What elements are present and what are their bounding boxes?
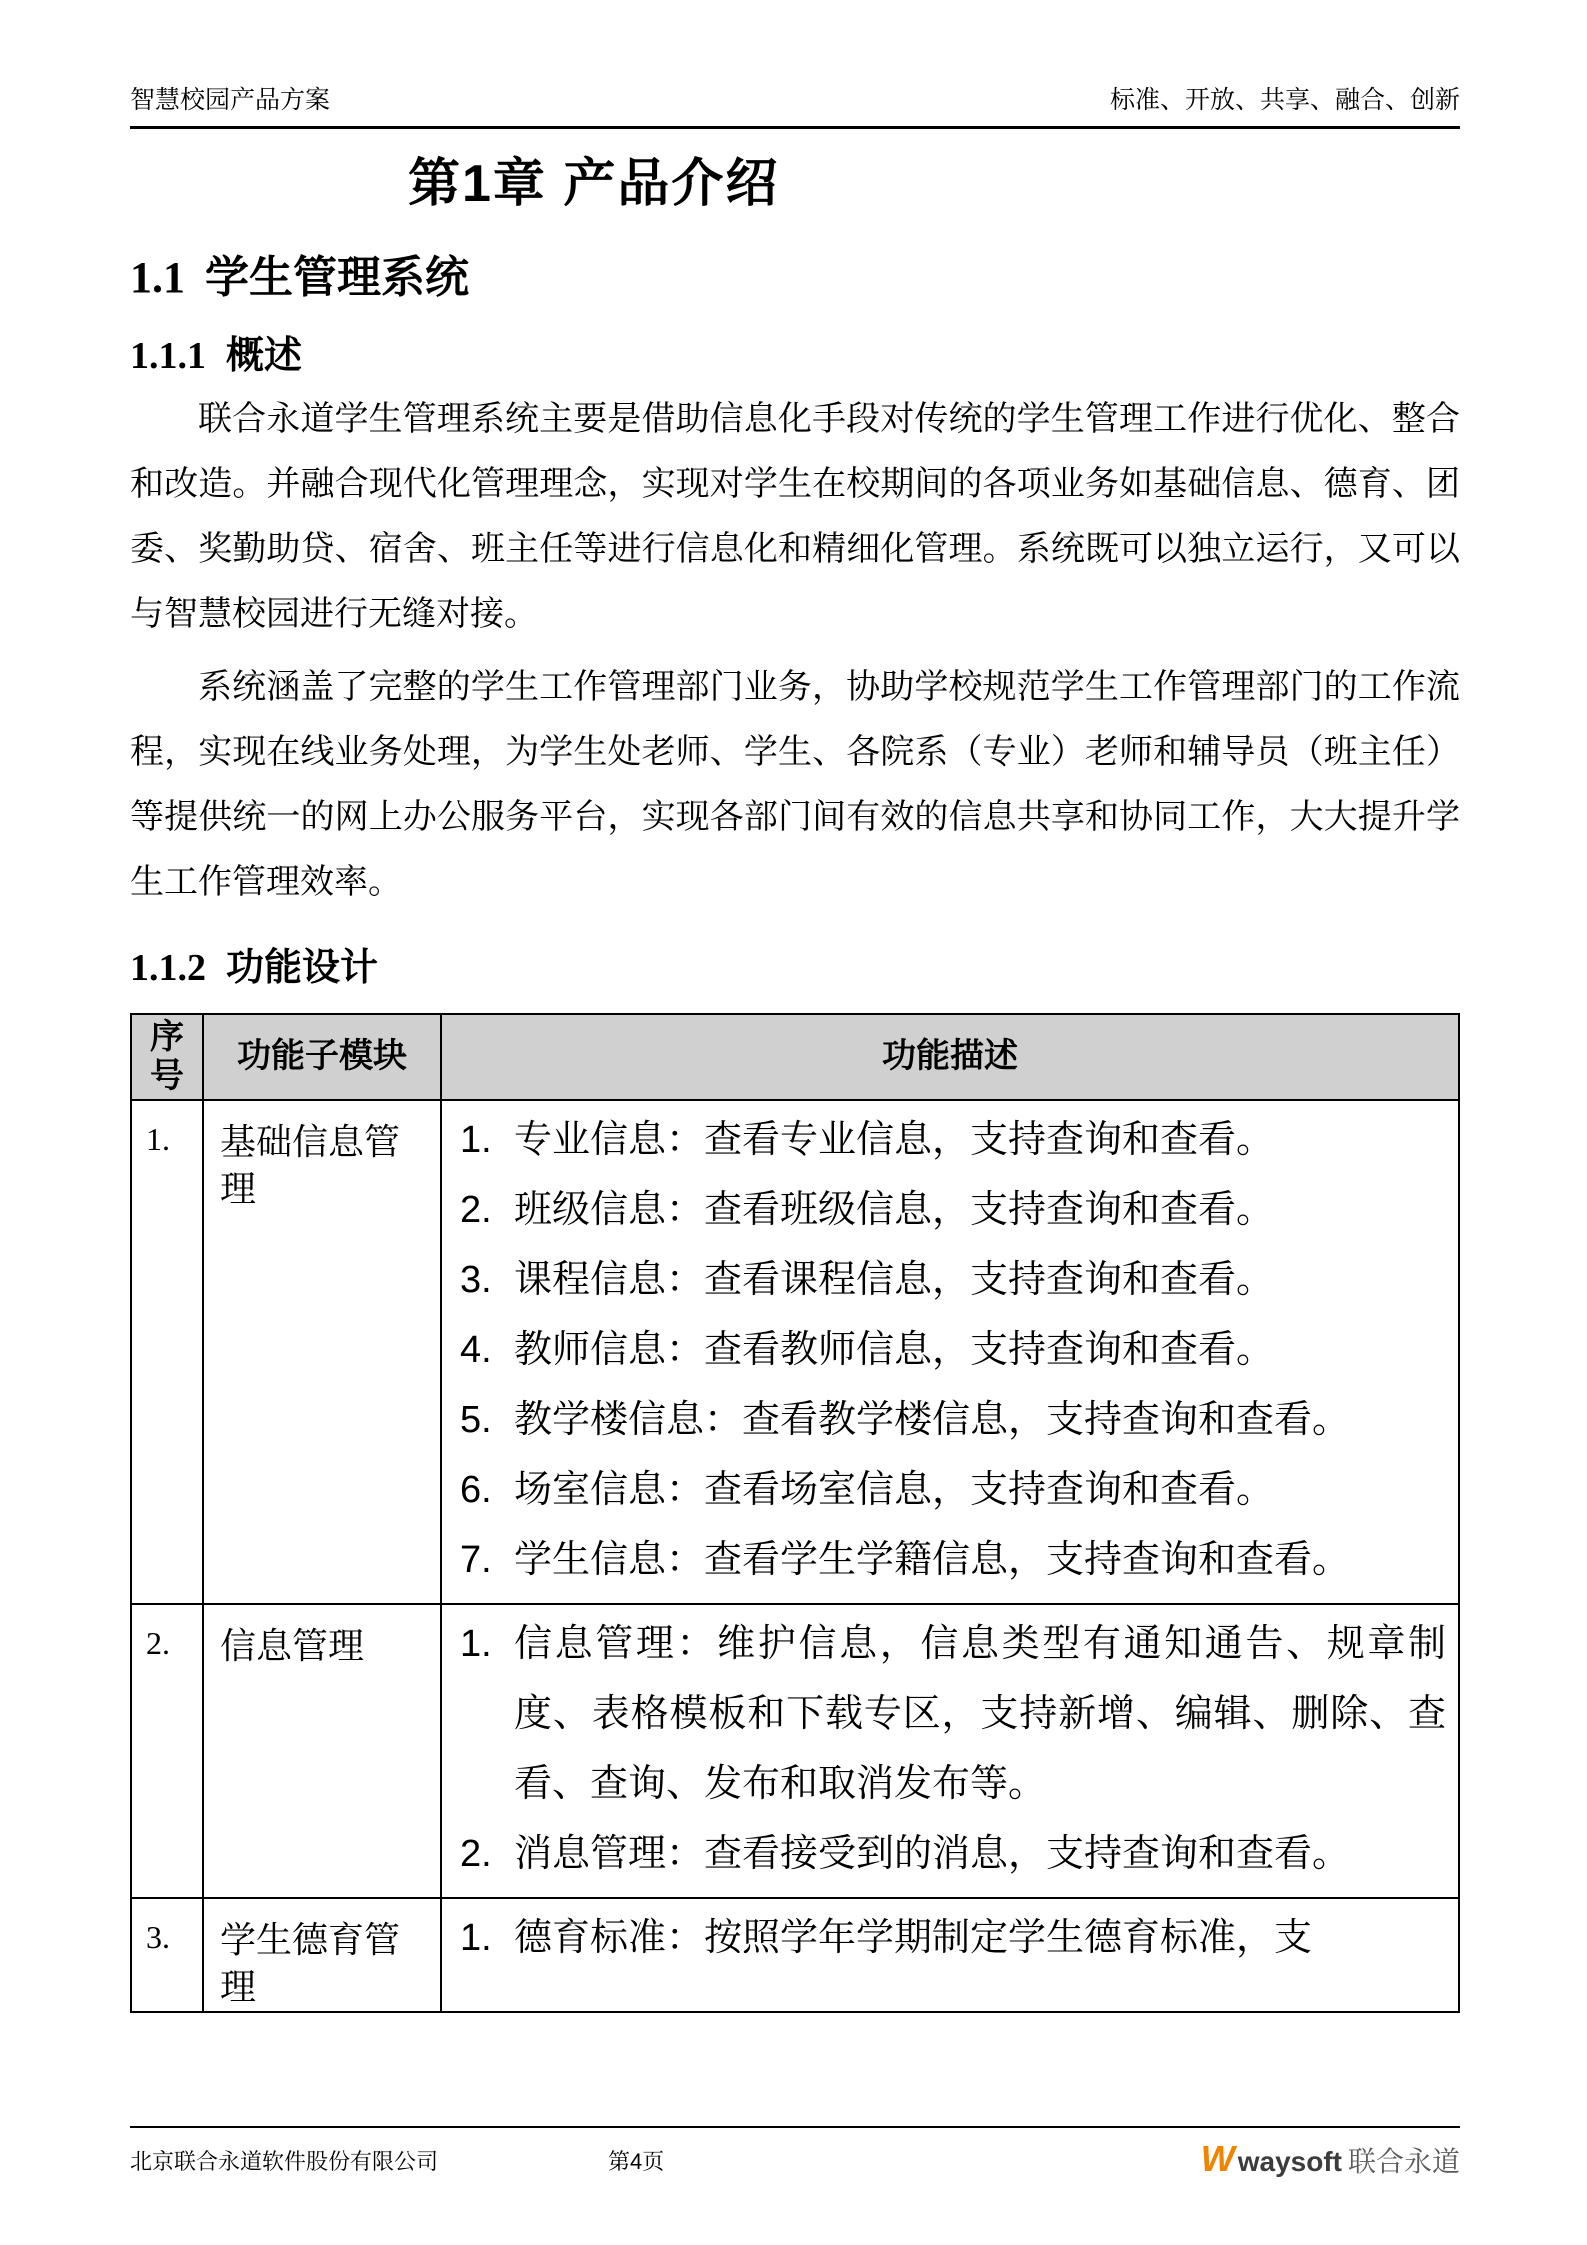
column-header-index: 序号 bbox=[131, 1014, 203, 1100]
item-text: 消息管理：查看接受到的消息，支持查询和查看。 bbox=[514, 1832, 1351, 1875]
item-number: 5. bbox=[460, 1398, 492, 1441]
table-row bbox=[131, 1898, 1459, 2012]
description-item bbox=[460, 1525, 1446, 1595]
row-index-cell: 3. bbox=[131, 1898, 203, 2012]
item-number: 7. bbox=[460, 1538, 492, 1581]
item-text: 教学楼信息：查看教学楼信息，支持查询和查看。 bbox=[514, 1398, 1351, 1441]
section-number: 1.1 bbox=[130, 252, 185, 302]
item-number: 2. bbox=[460, 1188, 492, 1231]
item-text: 学生信息：查看学生学籍信息，支持查询和查看。 bbox=[514, 1538, 1351, 1581]
section-heading-1-1-2 bbox=[130, 947, 1460, 991]
document-header bbox=[130, 80, 1460, 129]
item-number: 2. bbox=[460, 1832, 492, 1875]
overview-paragraph-1: 联合永道学生管理系统主要是借助信息化手段对传统的学生管理工作进行优化、整合和改造。并融合现代化管理理念，实现对学生在校期间的各项业务如基础信息、德育、团委、奖勤助贷、宿舍、班主任等进行信息化和精细化管理。系统既可以独立运行，又可以与智慧校园进行无缝对接。 bbox=[130, 400, 1460, 634]
table-header-row bbox=[131, 1014, 1459, 1100]
row-index-cell: 2. bbox=[131, 1604, 203, 1898]
chapter-title: 第1章 产品介绍 bbox=[408, 155, 780, 213]
document-footer bbox=[130, 2126, 1460, 2180]
item-text: 班级信息：查看班级信息，支持查询和查看。 bbox=[514, 1188, 1275, 1231]
description-item bbox=[460, 1315, 1446, 1385]
section-heading-1-1-1 bbox=[130, 335, 1460, 379]
module-name-cell: 信息管理 bbox=[203, 1604, 441, 1898]
module-name-cell: 学生德育管理 bbox=[203, 1898, 441, 2012]
item-number: 4. bbox=[460, 1328, 492, 1371]
item-text: 专业信息：查看专业信息，支持查询和查看。 bbox=[514, 1118, 1275, 1161]
footer-company-name: 北京联合永道软件股份有限公司 bbox=[130, 2148, 439, 2174]
item-number: 3. bbox=[460, 1258, 492, 1301]
header-left-text: 智慧校园产品方案 bbox=[130, 86, 331, 114]
footer-row bbox=[130, 2140, 1460, 2180]
overview-paragraph-2: 系统涵盖了完整的学生工作管理部门业务，协助学校规范学生工作管理部门的工作流程，实现在线业务处理，为学生处老师、学生、各院系（专业）老师和辅导员（班主任）等提供统一的网上办公服务平台，实现各部门间有效的信息共享和协同工作，大大提升学生工作管理效率。 bbox=[130, 668, 1460, 902]
description-cell bbox=[441, 1604, 1459, 1898]
description-item bbox=[460, 1903, 1446, 1973]
description-item bbox=[460, 1609, 1446, 1819]
column-header-description: 功能描述 bbox=[441, 1014, 1459, 1100]
item-number: 1. bbox=[460, 1118, 492, 1161]
item-text: 信息管理：维护信息，信息类型有通知通告、规章制度、表格模板和下载专区，支持新增、编辑、删除、查看、查询、发布和取消发布等。 bbox=[514, 1622, 1446, 1805]
logo-brand-text: waysoft bbox=[1237, 2146, 1342, 2177]
item-text: 课程信息：查看课程信息，支持查询和查看。 bbox=[514, 1258, 1275, 1301]
column-header-module: 功能子模块 bbox=[203, 1014, 441, 1100]
logo-chinese-text: 联合永道 bbox=[1347, 2146, 1460, 2177]
section-title-text: 概述 bbox=[226, 335, 303, 378]
description-item bbox=[460, 1245, 1446, 1315]
description-cell bbox=[441, 1898, 1459, 2012]
feature-table-body bbox=[131, 1100, 1459, 2012]
item-text: 场室信息：查看场室信息，支持查询和查看。 bbox=[514, 1468, 1275, 1511]
module-name-cell: 基础信息管理 bbox=[203, 1100, 441, 1604]
description-item bbox=[460, 1175, 1446, 1245]
section-heading-1-1 bbox=[130, 253, 1460, 304]
section-number: 1.1.1 bbox=[130, 335, 206, 378]
description-cell bbox=[441, 1100, 1459, 1604]
item-text: 教师信息：查看教师信息，支持查询和查看。 bbox=[514, 1328, 1275, 1371]
description-item bbox=[460, 1819, 1446, 1889]
item-number: 6. bbox=[460, 1468, 492, 1511]
section-number: 1.1.2 bbox=[130, 947, 206, 990]
header-right-text: 标准、开放、共享、融合、创新 bbox=[1109, 86, 1460, 114]
item-number: 1. bbox=[460, 1916, 492, 1959]
section-title-text: 学生管理系统 bbox=[205, 252, 469, 302]
section-title-text: 功能设计 bbox=[226, 947, 379, 990]
logo-mark-icon: W bbox=[1200, 2138, 1235, 2179]
description-item bbox=[460, 1105, 1446, 1175]
table-row bbox=[131, 1604, 1459, 1898]
item-number: 1. bbox=[460, 1622, 492, 1665]
description-item bbox=[460, 1455, 1446, 1525]
description-item bbox=[460, 1385, 1446, 1455]
table-row bbox=[131, 1100, 1459, 1604]
item-text: 德育标准：按照学年学期制定学生德育标准，支 bbox=[514, 1916, 1313, 1959]
row-index-cell: 1. bbox=[131, 1100, 203, 1604]
footer-page-number: 第4页 bbox=[608, 2148, 665, 2174]
feature-table bbox=[130, 1013, 1460, 2013]
company-logo bbox=[1201, 2140, 1460, 2180]
